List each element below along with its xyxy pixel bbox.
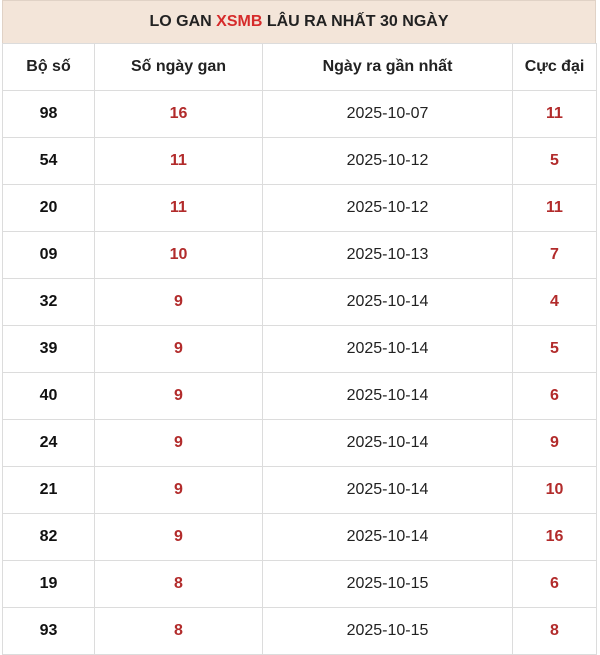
header-bo-so: Bộ số bbox=[3, 44, 95, 91]
table-row bbox=[3, 279, 597, 326]
bo-so-cell: 54 bbox=[3, 138, 95, 185]
ngay-ra-cell: 2025-10-14 bbox=[263, 373, 513, 420]
so-ngay-gan-cell: 9 bbox=[95, 514, 263, 561]
table-row bbox=[3, 326, 597, 373]
so-ngay-gan-cell: 9 bbox=[95, 326, 263, 373]
bo-so-cell: 20 bbox=[3, 185, 95, 232]
so-ngay-gan-cell: 11 bbox=[95, 185, 263, 232]
cuc-dai-cell: 11 bbox=[513, 91, 597, 138]
so-ngay-gan-cell: 9 bbox=[95, 279, 263, 326]
cuc-dai-cell: 9 bbox=[513, 420, 597, 467]
so-ngay-gan-cell: 9 bbox=[95, 373, 263, 420]
ngay-ra-cell: 2025-10-13 bbox=[263, 232, 513, 279]
ngay-ra-cell: 2025-10-14 bbox=[263, 420, 513, 467]
cuc-dai-cell: 6 bbox=[513, 373, 597, 420]
ngay-ra-cell: 2025-10-14 bbox=[263, 326, 513, 373]
title-accent[interactable]: XSMB bbox=[216, 13, 263, 30]
cuc-dai-cell: 10 bbox=[513, 467, 597, 514]
so-ngay-gan-cell: 8 bbox=[95, 561, 263, 608]
bo-so-cell: 24 bbox=[3, 420, 95, 467]
cuc-dai-cell: 8 bbox=[513, 608, 597, 655]
bo-so-cell: 40 bbox=[3, 373, 95, 420]
bo-so-cell: 93 bbox=[3, 608, 95, 655]
cuc-dai-cell: 11 bbox=[513, 185, 597, 232]
title-suffix: LÂU RA NHẤT 30 NGÀY bbox=[262, 13, 449, 30]
header-ngay-ra-gan-nhat: Ngày ra gần nhất bbox=[263, 44, 513, 91]
cuc-dai-cell: 5 bbox=[513, 138, 597, 185]
ngay-ra-cell: 2025-10-15 bbox=[263, 608, 513, 655]
header-row bbox=[3, 44, 597, 91]
cuc-dai-cell: 16 bbox=[513, 514, 597, 561]
so-ngay-gan-cell: 10 bbox=[95, 232, 263, 279]
ngay-ra-cell: 2025-10-14 bbox=[263, 467, 513, 514]
ngay-ra-cell: 2025-10-15 bbox=[263, 561, 513, 608]
cuc-dai-cell: 4 bbox=[513, 279, 597, 326]
so-ngay-gan-cell: 11 bbox=[95, 138, 263, 185]
ngay-ra-cell: 2025-10-14 bbox=[263, 279, 513, 326]
bo-so-cell: 39 bbox=[3, 326, 95, 373]
ngay-ra-cell: 2025-10-14 bbox=[263, 514, 513, 561]
table-body bbox=[3, 91, 597, 655]
ngay-ra-cell: 2025-10-12 bbox=[263, 185, 513, 232]
ngay-ra-cell: 2025-10-12 bbox=[263, 138, 513, 185]
lo-gan-panel bbox=[2, 0, 596, 655]
cuc-dai-cell: 6 bbox=[513, 561, 597, 608]
bo-so-cell: 21 bbox=[3, 467, 95, 514]
ngay-ra-cell: 2025-10-07 bbox=[263, 91, 513, 138]
table-row bbox=[3, 514, 597, 561]
so-ngay-gan-cell: 9 bbox=[95, 467, 263, 514]
cuc-dai-cell: 7 bbox=[513, 232, 597, 279]
header-cuc-dai: Cực đại bbox=[513, 44, 597, 91]
table-row bbox=[3, 232, 597, 279]
bo-so-cell: 82 bbox=[3, 514, 95, 561]
table-row bbox=[3, 561, 597, 608]
lo-gan-table bbox=[2, 43, 597, 655]
so-ngay-gan-cell: 16 bbox=[95, 91, 263, 138]
table-title bbox=[2, 0, 596, 43]
table-row bbox=[3, 138, 597, 185]
bo-so-cell: 32 bbox=[3, 279, 95, 326]
title-prefix: LO GAN bbox=[149, 13, 217, 30]
table-row bbox=[3, 608, 597, 655]
table-row bbox=[3, 185, 597, 232]
table-row bbox=[3, 420, 597, 467]
so-ngay-gan-cell: 8 bbox=[95, 608, 263, 655]
bo-so-cell: 98 bbox=[3, 91, 95, 138]
bo-so-cell: 09 bbox=[3, 232, 95, 279]
so-ngay-gan-cell: 9 bbox=[95, 420, 263, 467]
table-row bbox=[3, 91, 597, 138]
header-so-ngay-gan: Số ngày gan bbox=[95, 44, 263, 91]
bo-so-cell: 19 bbox=[3, 561, 95, 608]
cuc-dai-cell: 5 bbox=[513, 326, 597, 373]
table-row bbox=[3, 373, 597, 420]
table-row bbox=[3, 467, 597, 514]
